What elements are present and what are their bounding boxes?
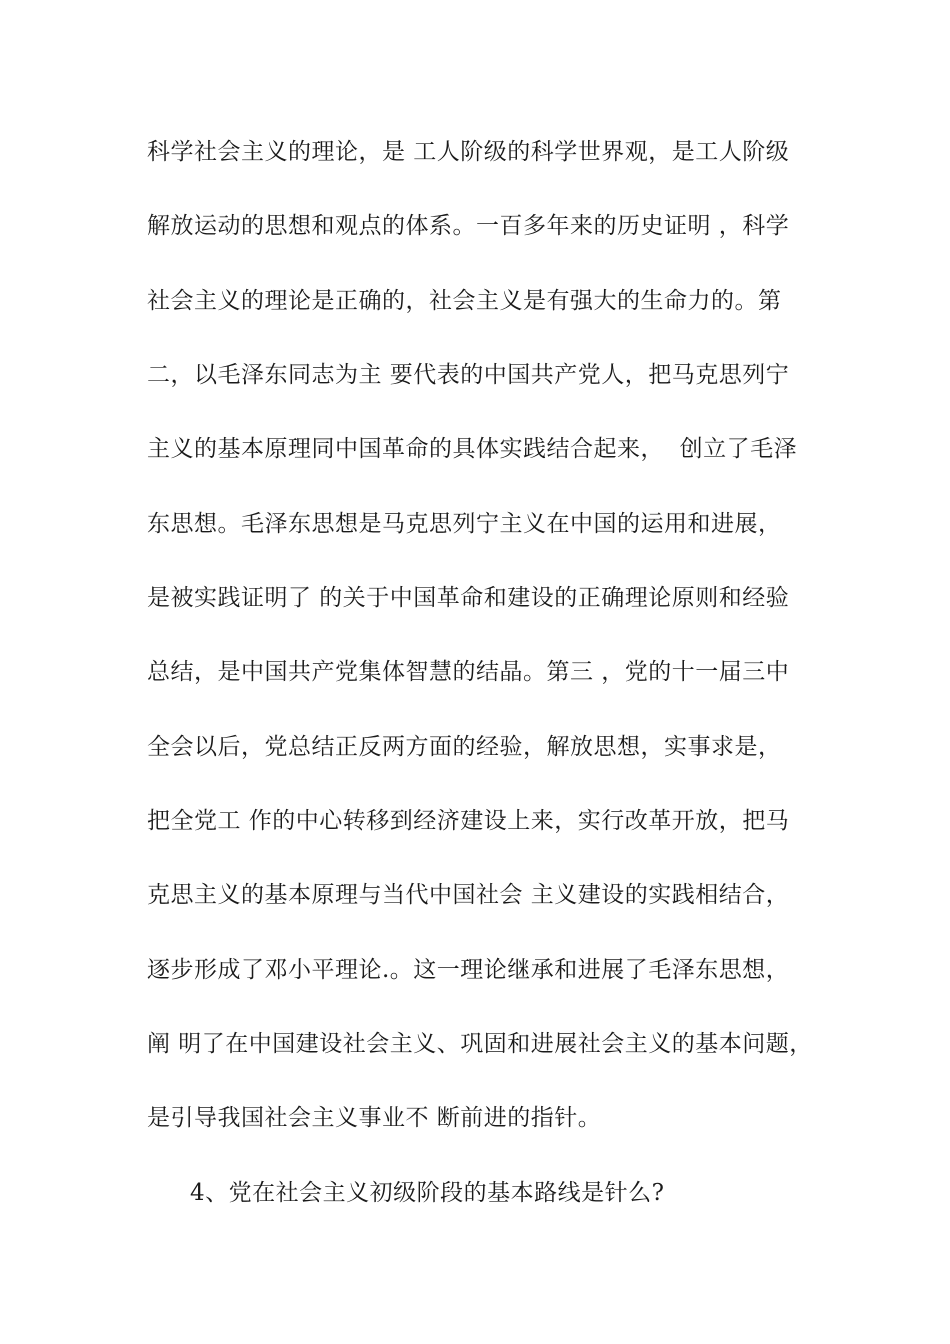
body-text-line: 逐步形成了邓小平理论.。这一理论继承和进展了毛泽东思想， bbox=[147, 957, 790, 983]
question-heading: 4、党在社会主义初级阶段的基本路线是针么? bbox=[190, 1180, 665, 1206]
body-text-line: 东思想。毛泽东思想是马克思列宁主义在中国的运用和进展， bbox=[147, 511, 782, 537]
body-text-line: 社会主义的理论是正确的，社会主义是有强大的生命力的。第 bbox=[147, 288, 782, 314]
body-text-line: 克思主义的基本原理与当代中国社会 主义建设的实践相结合， bbox=[147, 882, 790, 908]
body-text-line: 是引导我国社会主义事业不 断前进的指针。 bbox=[147, 1105, 602, 1131]
body-text-line: 主义的基本原理同中国革命的具体实践结合起来， 创立了毛泽 bbox=[147, 436, 798, 462]
body-text-line: 总结，是中国共产党集体智慧的结晶。第三 ，党的十一届三中 bbox=[147, 659, 790, 685]
body-text-line: 全会以后，党总结正反两方面的经验，解放思想，实事求是， bbox=[147, 734, 782, 760]
body-text-line: 把全党工 作的中心转移到经济建设上来，实行改革开放，把马 bbox=[147, 808, 790, 834]
body-text-line: 科学社会主义的理论，是 工人阶级的科学世界观，是工人阶级 bbox=[147, 139, 790, 165]
body-text-line: 二，以毛泽东同志为主 要代表的中国共产党人，把马克思列宁 bbox=[147, 362, 790, 388]
body-text-line: 是被实践证明了 的关于中国革命和建设的正确理论原则和经验 bbox=[147, 585, 790, 611]
body-text-line: 解放运动的思想和观点的体系。一百多年来的历史证明 ，科学 bbox=[147, 213, 790, 239]
body-text-line: 阐 明了在中国建设社会主义、巩固和进展社会主义的基本问题， bbox=[147, 1031, 813, 1057]
